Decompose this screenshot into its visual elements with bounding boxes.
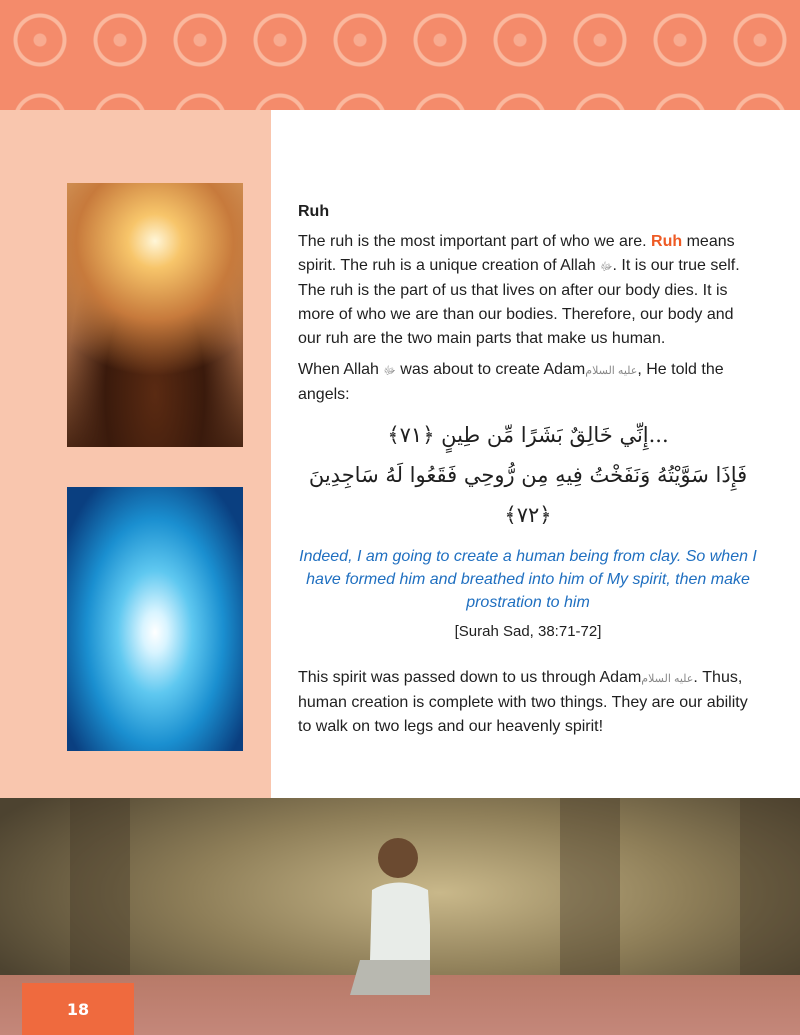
honorific-glyph: ﷻ bbox=[383, 365, 396, 377]
pillar bbox=[740, 798, 800, 998]
main-text bbox=[298, 200, 758, 746]
text: . It is our true self. The ruh is the part of us that lives on after our body dies. It is more of who we are than our bodies. Therefore, our body and our ruh are the two main parts that make us human. bbox=[298, 257, 740, 347]
text: The ruh is the most important part of who we are. bbox=[298, 233, 652, 250]
text: was about to create Adam bbox=[395, 361, 586, 378]
section-heading: Ruh bbox=[298, 203, 330, 220]
text: When Allah bbox=[298, 361, 384, 378]
honorific-glyph: عليه السلام bbox=[585, 365, 638, 377]
arabic-line: فَإِذَا سَوَّيْتُهُ وَنَفَخْتُ فِيهِ مِن رُّوحِي فَقَعُوا لَهُ سَاجِدِينَ ﴿٧٢﴾ bbox=[308, 463, 748, 527]
boy-figure bbox=[350, 820, 430, 1000]
verse-translation: Indeed, I am going to create a human being from clay. So when I have formed him and breathed into him of My spirit, then make prostration to him bbox=[299, 548, 757, 611]
page-number: 18 bbox=[22, 983, 134, 1035]
arabic-verse bbox=[298, 415, 758, 535]
text: means spirit. The ruh is a unique creation of Allah bbox=[298, 233, 735, 274]
text: . Thus, human creation is complete with two things. They are our ability to walk on two legs and our heavenly spirit! bbox=[298, 669, 748, 735]
accent-term: Ruh bbox=[651, 233, 683, 250]
decorative-header-pattern bbox=[0, 0, 800, 110]
image-hands-raised-sunset-birds bbox=[67, 183, 243, 447]
pillar bbox=[70, 798, 130, 998]
text: , He told the angels: bbox=[298, 361, 724, 403]
arabic-line: ...إِنِّي خَالِقٌ بَشَرًا مِّن طِينٍ ﴿٧١﴾ bbox=[387, 423, 669, 447]
pillar bbox=[560, 798, 620, 998]
verse-reference: [Surah Sad, 38:71-72] bbox=[454, 623, 602, 640]
text: This spirit was passed down to us through Adam bbox=[298, 669, 642, 686]
honorific-glyph: ﷻ bbox=[600, 261, 613, 273]
paragraph-angels bbox=[298, 358, 758, 407]
paragraph-conclusion bbox=[298, 666, 758, 739]
honorific-glyph: عليه السلام bbox=[641, 673, 694, 685]
image-glowing-spirit-figure bbox=[67, 487, 243, 751]
paragraph-intro bbox=[298, 230, 758, 351]
